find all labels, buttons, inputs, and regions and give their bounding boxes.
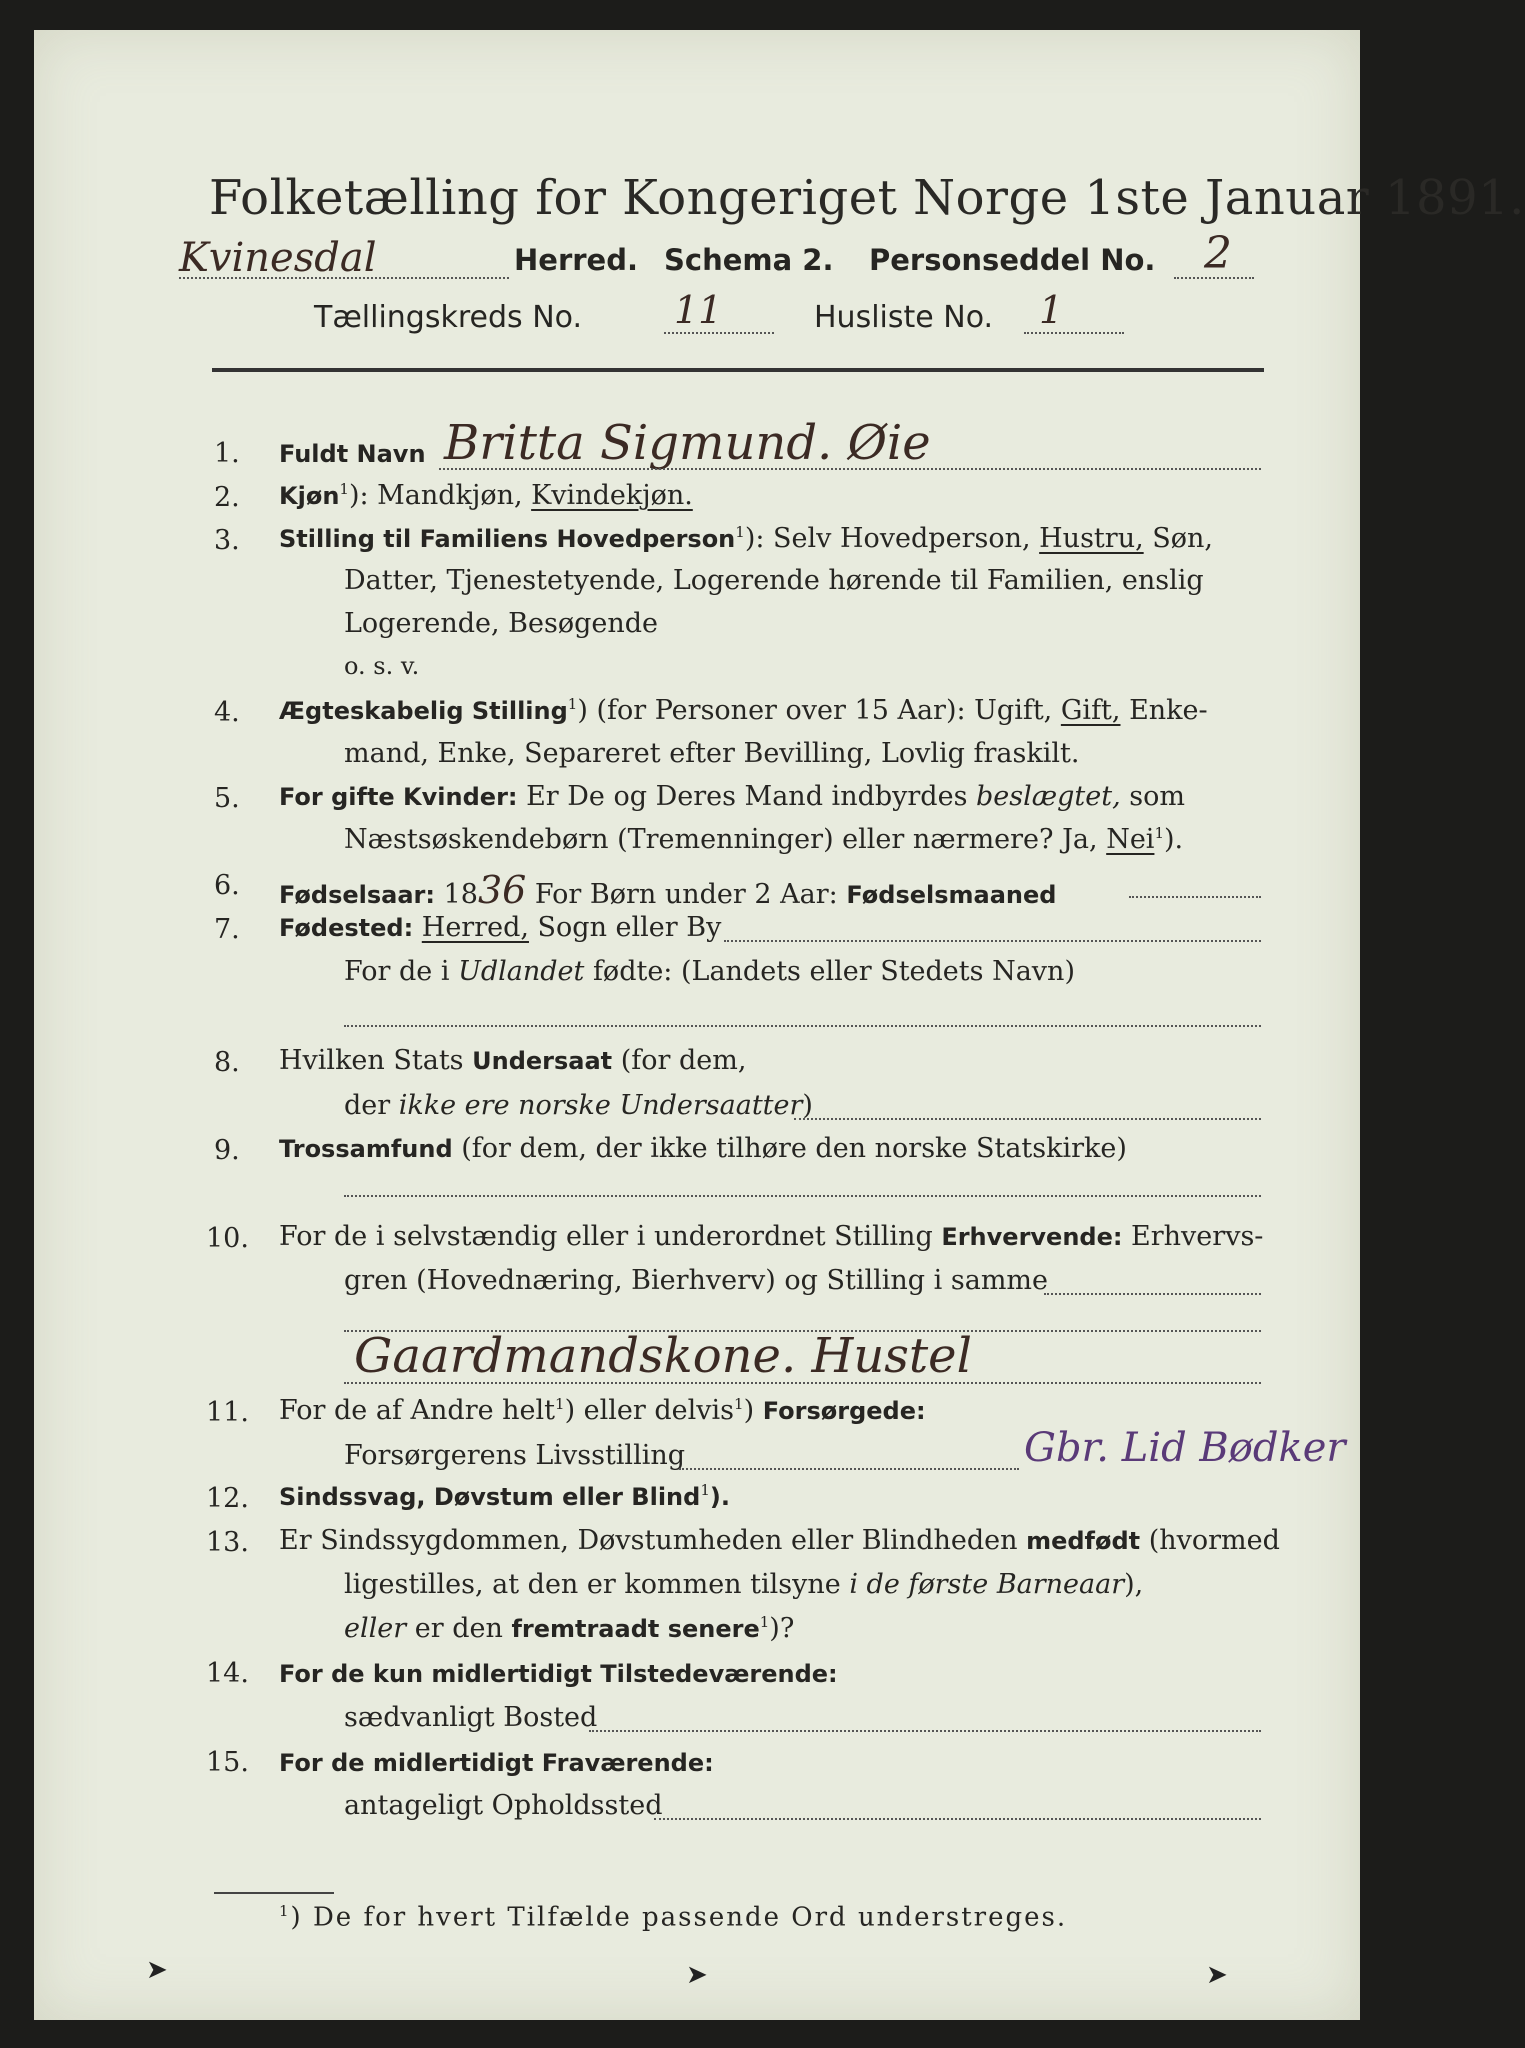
- q6-dots: [1129, 896, 1261, 898]
- form-title: Folketælling for Kongeriget Norge 1ste Januar 1891.: [209, 170, 1525, 226]
- q6-year-prefix: 18: [435, 879, 478, 910]
- q11-line2: Forsørgerens Livsstilling: [344, 1440, 686, 1471]
- q8-line2-a: der: [344, 1090, 399, 1121]
- footnote-text: ) De for hvert Tilfælde passende Ord understreges.: [290, 1902, 1068, 1933]
- personseddel-dots: [1174, 277, 1254, 279]
- q13-line3: [344, 1613, 794, 1644]
- herred-value: Kvinesdal: [179, 235, 377, 281]
- q14-number: 14.: [206, 1658, 249, 1689]
- q8-line2: [344, 1090, 813, 1121]
- q14-line2: sædvanligt Bosted: [344, 1702, 598, 1733]
- registration-mark-center: ➤: [686, 1960, 708, 1990]
- herred-dots: [179, 277, 509, 279]
- personseddel-value: 2: [1204, 228, 1232, 279]
- q9-label: Trossamfund: [279, 1135, 453, 1163]
- husliste-label: Husliste No.: [814, 300, 994, 335]
- q1-label: Fuldt Navn: [279, 440, 426, 468]
- q8-text-b: (for dem,: [612, 1045, 747, 1076]
- q6-label2: Fødselsmaaned: [846, 881, 1057, 909]
- q2-selected-kvindekjon: Kvindekjøn.: [531, 480, 693, 511]
- personseddel-label: Personseddel No.: [869, 243, 1156, 277]
- q15-dots: [654, 1818, 1261, 1820]
- q5-number: 5.: [214, 783, 240, 814]
- q10-label: Erhvervende:: [941, 1223, 1123, 1251]
- q12-end: ).: [709, 1483, 730, 1511]
- q8-label: Undersaat: [472, 1047, 613, 1075]
- q7-label: Fødested:: [279, 914, 414, 942]
- q13-line2: [344, 1569, 1143, 1600]
- q3-line2: Datter, Tjenestetyende, Logerende hørende til Familien, enslig: [344, 565, 1204, 596]
- q2-label: Kjøn: [279, 482, 340, 510]
- q10-text-b: Erhvervs-: [1122, 1221, 1264, 1252]
- q13-text-b: (hvormed: [1140, 1525, 1280, 1556]
- q12-sup: 1: [700, 1481, 710, 1499]
- husliste-dots: [1024, 332, 1124, 334]
- registration-mark-left: ➤: [146, 1955, 168, 1985]
- q3-text-c: Søn,: [1143, 523, 1213, 554]
- taellingskreds-label: Tællingskreds No.: [314, 300, 582, 335]
- q13-label: medfødt: [1026, 1527, 1141, 1555]
- q13-text-a: Er Sindssygdommen, Døvstumheden eller Blindheden: [279, 1525, 1027, 1556]
- q13-line1: [279, 1525, 1280, 1556]
- q1-number: 1.: [214, 438, 240, 469]
- q11-text-b: ) eller delvis: [564, 1395, 735, 1426]
- q2-line: [279, 480, 693, 511]
- q5-line2-end: ).: [1163, 824, 1184, 855]
- q5-line2: [344, 824, 1183, 855]
- q2-number: 2.: [214, 482, 240, 513]
- q7-blank-dots: [344, 1025, 1261, 1027]
- q11-sup1: 1: [555, 1395, 565, 1413]
- q13-label2: fremtraadt senere: [511, 1615, 760, 1643]
- q3-sup: 1: [735, 523, 745, 541]
- q4-selected-gift: Gift,: [1060, 695, 1121, 726]
- q7-line2-b: Udlandet: [458, 956, 585, 987]
- q11-sup2: 1: [734, 1395, 744, 1413]
- q9-blank-dots: [344, 1195, 1261, 1197]
- q11-dots: [679, 1468, 1019, 1470]
- q9-line: [279, 1133, 1127, 1164]
- q5-line1: [279, 781, 1185, 812]
- q8-dots: [794, 1118, 1261, 1120]
- q15-number: 15.: [206, 1747, 249, 1778]
- q13-line2-b: i de første Barneaar: [849, 1569, 1125, 1600]
- q5-text-a: Er De og Deres Mand indbyrdes: [517, 781, 977, 812]
- q5-text-b: beslægtet,: [976, 781, 1121, 812]
- q10-line1: [279, 1221, 1263, 1252]
- q5-text-c: som: [1120, 781, 1185, 812]
- herred-label: Herred.: [514, 243, 638, 277]
- census-form: [34, 30, 1525, 2020]
- q3-selected-hustru: Hustru,: [1039, 523, 1144, 554]
- q7-line1: [279, 912, 721, 943]
- q5-sup: 1: [1154, 824, 1164, 842]
- q4-number: 4.: [214, 697, 240, 728]
- q3-line4: o. s. v.: [344, 652, 420, 680]
- taellingskreds-dots: [664, 332, 774, 334]
- q9-number: 9.: [214, 1135, 240, 1166]
- q12-number: 12.: [206, 1483, 249, 1514]
- q8-line2-b: ikke ere norske Undersaatter: [398, 1090, 803, 1121]
- header-rule: [212, 368, 1264, 372]
- q8-line2-c: ): [802, 1090, 813, 1121]
- q6-birth-year: 36: [477, 868, 527, 912]
- q5-label: For gifte Kvinder:: [279, 783, 518, 811]
- q11-number: 11.: [206, 1397, 249, 1428]
- q13-number: 13.: [206, 1527, 249, 1558]
- q13-line3-b: er den: [406, 1613, 512, 1644]
- q14-dots: [589, 1730, 1261, 1732]
- q11-provider-occupation: Gbr. Lid Bødker: [1024, 1425, 1346, 1471]
- q9-text: (for dem, der ikke tilhøre den norske Statskirke): [452, 1133, 1127, 1164]
- q8-text-a: Hvilken Stats: [279, 1045, 473, 1076]
- q3-line1: [279, 523, 1213, 554]
- q6-text: For Børn under 2 Aar:: [526, 879, 847, 910]
- footnote: [279, 1902, 1067, 1933]
- q6-line: [279, 868, 1056, 912]
- footnote-sup: 1: [279, 1902, 291, 1920]
- q7-selected-herred: Herred,: [421, 912, 529, 943]
- q4-text-a: ) (for Personer over 15 Aar): Ugift,: [577, 695, 1061, 726]
- q1-full-name: Britta Sigmund. Øie: [444, 415, 931, 471]
- q2-sup: 1: [339, 480, 349, 498]
- q6-number: 6.: [214, 870, 240, 901]
- q2-text: ): Mandkjøn,: [348, 480, 532, 511]
- q11-text-a: For de af Andre helt: [279, 1395, 556, 1426]
- q7-line2-c: fødte: (Landets eller Stedets Navn): [584, 956, 1075, 987]
- q15-label: For de midlertidigt Fraværende:: [279, 1749, 714, 1777]
- q8-line1: [279, 1045, 746, 1076]
- q12-line: [279, 1481, 730, 1512]
- q13-line3-c: )?: [769, 1613, 795, 1644]
- q4-label: Ægteskabelig Stilling: [279, 697, 568, 725]
- q11-line1: [279, 1395, 926, 1426]
- q3-line3: Logerende, Besøgende: [344, 608, 658, 639]
- q10-value-dots: [344, 1382, 1261, 1384]
- q4-line1: [279, 695, 1208, 726]
- registration-mark-right: ➤: [1206, 1960, 1228, 1990]
- q1-dots: [439, 468, 1261, 470]
- q10-line2: gren (Hovednæring, Bierhverv) og Stilling i samme: [344, 1265, 1049, 1296]
- q13-sup: 1: [759, 1613, 770, 1631]
- q15-line2: antageligt Opholdssted: [344, 1790, 663, 1821]
- q14-label: For de kun midlertidigt Tilstedeværende:: [279, 1660, 838, 1688]
- q10-number: 10.: [206, 1223, 249, 1254]
- husliste-value: 1: [1039, 288, 1064, 332]
- schema-label: Schema 2.: [664, 243, 834, 277]
- footnote-rule: [214, 1892, 334, 1894]
- q13-line3-a: eller: [344, 1613, 407, 1644]
- q4-text-c: Enke-: [1120, 695, 1208, 726]
- q4-line2: mand, Enke, Separeret efter Bevilling, Lovlig fraskilt.: [344, 738, 1080, 769]
- q3-text-a: ): Selv Hovedperson,: [744, 523, 1040, 554]
- q4-sup: 1: [567, 695, 578, 713]
- taellingskreds-value: 11: [674, 288, 723, 332]
- q5-selected-nei: Nei: [1106, 824, 1155, 855]
- q8-number: 8.: [214, 1047, 240, 1078]
- q11-text-c: ): [743, 1395, 763, 1426]
- q11-label: Forsørgede:: [762, 1397, 926, 1425]
- q7-line2: [344, 956, 1075, 987]
- q12-label: Sindssvag, Døvstum eller Blind: [279, 1483, 701, 1511]
- q7-line2-a: For de i: [344, 956, 459, 987]
- q10-line2-dots: [1044, 1293, 1261, 1295]
- q13-line2-a: ligestilles, at den er kommen tilsyne: [344, 1569, 850, 1600]
- q7-number: 7.: [214, 914, 240, 945]
- q3-label: Stilling til Familiens Hovedperson: [279, 525, 736, 553]
- q13-line2-c: ),: [1124, 1569, 1144, 1600]
- q6-label: Fødselsaar:: [279, 881, 435, 909]
- q10-occupation: Gaardmandskone. Hustel: [354, 1328, 972, 1384]
- q10-text-a: For de i selvstændig eller i underordnet Stilling: [279, 1221, 942, 1252]
- q3-number: 3.: [214, 525, 240, 556]
- q7-dots: [724, 940, 1261, 942]
- q7-text: Sogn eller By: [528, 912, 722, 943]
- q5-line2-text: Næstsøskendebørn (Tremenninger) eller nærmere? Ja,: [344, 824, 1107, 855]
